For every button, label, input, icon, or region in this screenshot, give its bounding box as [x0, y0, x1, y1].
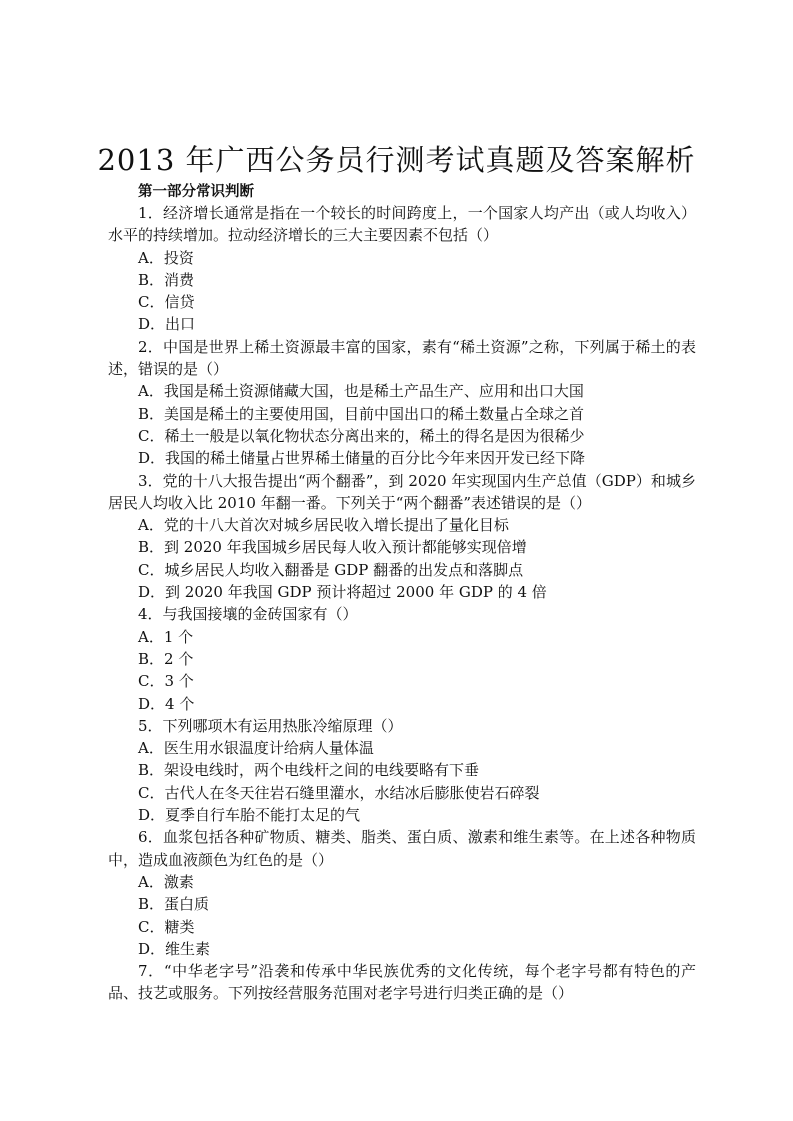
option-item: B．2 个 — [138, 649, 194, 668]
option-item: D．夏季自行车胎不能打太足的气 — [138, 806, 361, 825]
option-item: A．党的十八大首次对城乡居民收入增长提出了量化目标 — [138, 516, 509, 535]
option-item: C．城乡居民人均收入翻番是 GDP 翻番的出发点和落脚点 — [138, 560, 524, 579]
question-stem: 7．“中华老字号”沿袭和传承中华民族优秀的文化传统，每个老字号都有特色的产品、技艺或服务。下列按经营服务范围对老字号进行归类正确的是（） — [108, 962, 696, 1003]
option-item: A．1 个 — [138, 627, 194, 646]
option-item: D．维生素 — [138, 939, 211, 958]
option-item: A．激素 — [138, 872, 194, 891]
section-heading: 第一部分常识判断 — [138, 183, 254, 200]
option-item: C．古代人在冬天往岩石缝里灌水，水结冰后膨胀使岩石碎裂 — [138, 783, 540, 802]
option-item: B．到 2020 年我国城乡居民每人收入预计都能够实现倍增 — [138, 538, 527, 557]
option-item: B．美国是稀土的主要使用国，目前中国出口的稀土数量占全球之首 — [138, 404, 585, 423]
question-stem: 1．经济增长通常是指在一个较长的时间跨度上，一个国家人均产出（或人均收入）水平的持续增加。拉动经济增长的三大主要因素不包括（） — [108, 204, 696, 245]
option-item: C．稀土一般是以氧化物状态分离出来的，稀土的得名是因为很稀少 — [138, 426, 585, 445]
option-item: A．投资 — [138, 248, 194, 267]
option-item: D．我国的稀土储量占世界稀土储量的百分比今年来因开发已经下降 — [138, 449, 586, 468]
option-item: C．糖类 — [138, 917, 195, 936]
question-stem: 4．与我国接壤的金砖国家有（） — [138, 605, 358, 624]
question-stem: 2．中国是世界上稀土资源最丰富的国家，素有“稀土资源”之称，下列属于稀土的表述，错误的是（） — [108, 337, 696, 379]
option-item: B．消费 — [138, 270, 195, 289]
question-stem: 6．血浆包括各种矿物质、糖类、脂类、蛋白质、激素和维生素等。在上述各种物质中，造成血液颜色为红色的是（） — [108, 828, 696, 869]
option-item: C．信贷 — [138, 293, 195, 312]
question-list — [108, 202, 696, 1005]
option-item: A．医生用水银温度计给病人量体温 — [138, 739, 374, 758]
option-item: D．出口 — [138, 315, 196, 334]
question-stem: 3．党的十八大报告提出“两个翻番”，到 2020 年实现国内生产总值（GDP）和城乡居民人均收入比 2010 年翻一番。下列关于“两个翻番”表述错误的是（） — [108, 471, 696, 512]
option-item: D．4 个 — [138, 694, 195, 713]
option-item: D．到 2020 年我国 GDP 预计将超过 2000 年 GDP 的 4 倍 — [138, 583, 547, 602]
option-item: C．3 个 — [138, 672, 194, 691]
document-title: 2013 年广西公务员行测考试真题及答案解析 — [97, 143, 696, 177]
option-item: A．我国是稀土资源储藏大国，也是稀土产品生产、应用和出口大国 — [138, 382, 584, 401]
option-item: B．蛋白质 — [138, 895, 210, 914]
option-item: B．架设电线时，两个电线杆之间的电线要略有下垂 — [138, 761, 480, 780]
question-stem: 5．下列哪项木有运用热胀冷缩原理（） — [138, 716, 403, 735]
